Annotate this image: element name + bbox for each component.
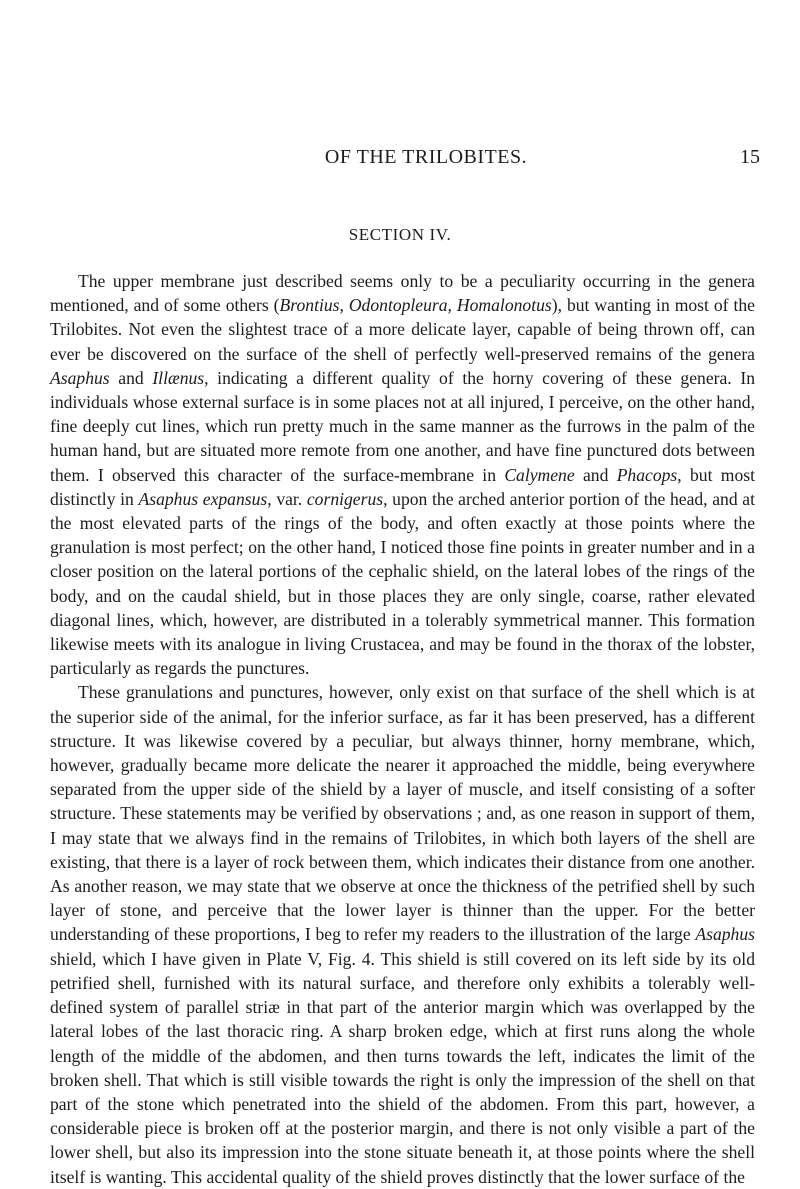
text-run: shield, which I have given in Plate V, Fig. 4. This shield is still covered on its left side by its old petrified shell, furnished with its natural surface, and therefore only exhibits a tolerably well-defined system of parallel striæ in that part of the anterior margin which was overlapped by the lateral lobes of the last thoracic ring. A sharp broken edge, which at first runs along the whole length of the middle of the abdomen, and then turns towards the left, indicates the limit of the broken shell. That which is still visible towards the right is only the impression of the shell on that part of the stone which penetrated into the shield of the abdomen. From this part, however, a considerable piece is broken off at the posterior margin, and there is not only visible a part of the lower shell, but also its impression into the stone situate beneath it, at those points where the shell itself is wanting. This accidental quality of the shield proves distinctly that the lower surface of the bbox=[50, 948, 755, 1187]
text-run: These granulations and punctures, however, only exist on that surface of the shell which is at the superior side of the animal, for the inferior surface, as far it has been preserved, has a different structure. It was likewise covered by a peculiar, but always thinner, horny membrane, which, however, gradually became more delicate the nearer it approached the middle, being everywhere separated from the upper side of the shield by a layer of muscle, and itself consisting of a softer structure. These statements may be verified by observations ; and, as one reason in support of them, I may state that we always find in the remains of Trilobites, in which both layers of the shell are existing, that there is a layer of rock between them, which indicates their distance from one another. As another reason, we may state that we observe at once the thickness of the petrified shell by such layer of stone, and perceive that the lower layer is thinner than the upper. For the better understanding of these proportions, I beg to refer my readers to the illustration of the large bbox=[50, 682, 755, 945]
taxon-name: cornigerus bbox=[306, 488, 384, 509]
text-run: The upper membrane just described seems only to be a peculiarity occurring in the genera mentioned, and of some others ( bbox=[50, 271, 755, 316]
page-number: 15 bbox=[740, 146, 760, 168]
text-run: and bbox=[574, 464, 617, 485]
text-run: , but most distinctly in bbox=[50, 464, 755, 509]
running-title: OF THE TRILOBITES. bbox=[324, 146, 528, 168]
taxon-name: Asaphus expansus bbox=[138, 488, 268, 509]
body-text bbox=[50, 269, 755, 1189]
paragraph bbox=[50, 680, 755, 1188]
text-run: ), but wanting in most of the Trilobites. Not even the slightest trace of a more delicate layer, capable of being thrown off, can ever be discovered on the surface of the shell of perfectly well-preserved remains of the genera bbox=[50, 295, 755, 364]
text-run: and bbox=[109, 367, 153, 388]
paragraph bbox=[50, 269, 755, 680]
taxon-name: Brontius, Odontopleura, Homalonotus bbox=[279, 295, 552, 316]
section-heading: SECTION IV. bbox=[348, 225, 452, 244]
text-run: , upon the arched anterior portion of the head, and at the most elevated parts of the rings of the body, and often exactly at those points where the granulation is most perfect; on the other hand, I noticed those fine points in greater number and in a closer position on the lateral portions of the cephalic shield, on the lateral lobes of the rings of the body, and on the caudal shield, but in those places they are only single, coarse, rather elevated diagonal lines, which, however, are distributed in a tolerably symmetrical manner. This formation likewise meets with its analogue in living Crustacea, and may be found in the thorax of the lobster, particularly as regards the punctures. bbox=[50, 488, 755, 679]
text-run: , indicating a different quality of the horny covering of these genera. In individuals whose external surface is in some places not at all injured, I perceive, on the other hand, fine deeply cut lines, which run pretty much in the same manner as the furrows in the palm of the human hand, but are situated more remote from one another, and have fine punctured dots between them. I observed this character of the surface-membrane in bbox=[50, 367, 755, 485]
running-header bbox=[60, 146, 760, 172]
taxon-name: Calymene bbox=[504, 464, 575, 485]
taxon-name: Illænus bbox=[152, 367, 205, 388]
text-run: , var. bbox=[267, 488, 307, 509]
taxon-name: Asaphus bbox=[695, 924, 755, 945]
taxon-name: Phacops bbox=[616, 464, 678, 485]
taxon-name: Asaphus bbox=[50, 367, 110, 388]
